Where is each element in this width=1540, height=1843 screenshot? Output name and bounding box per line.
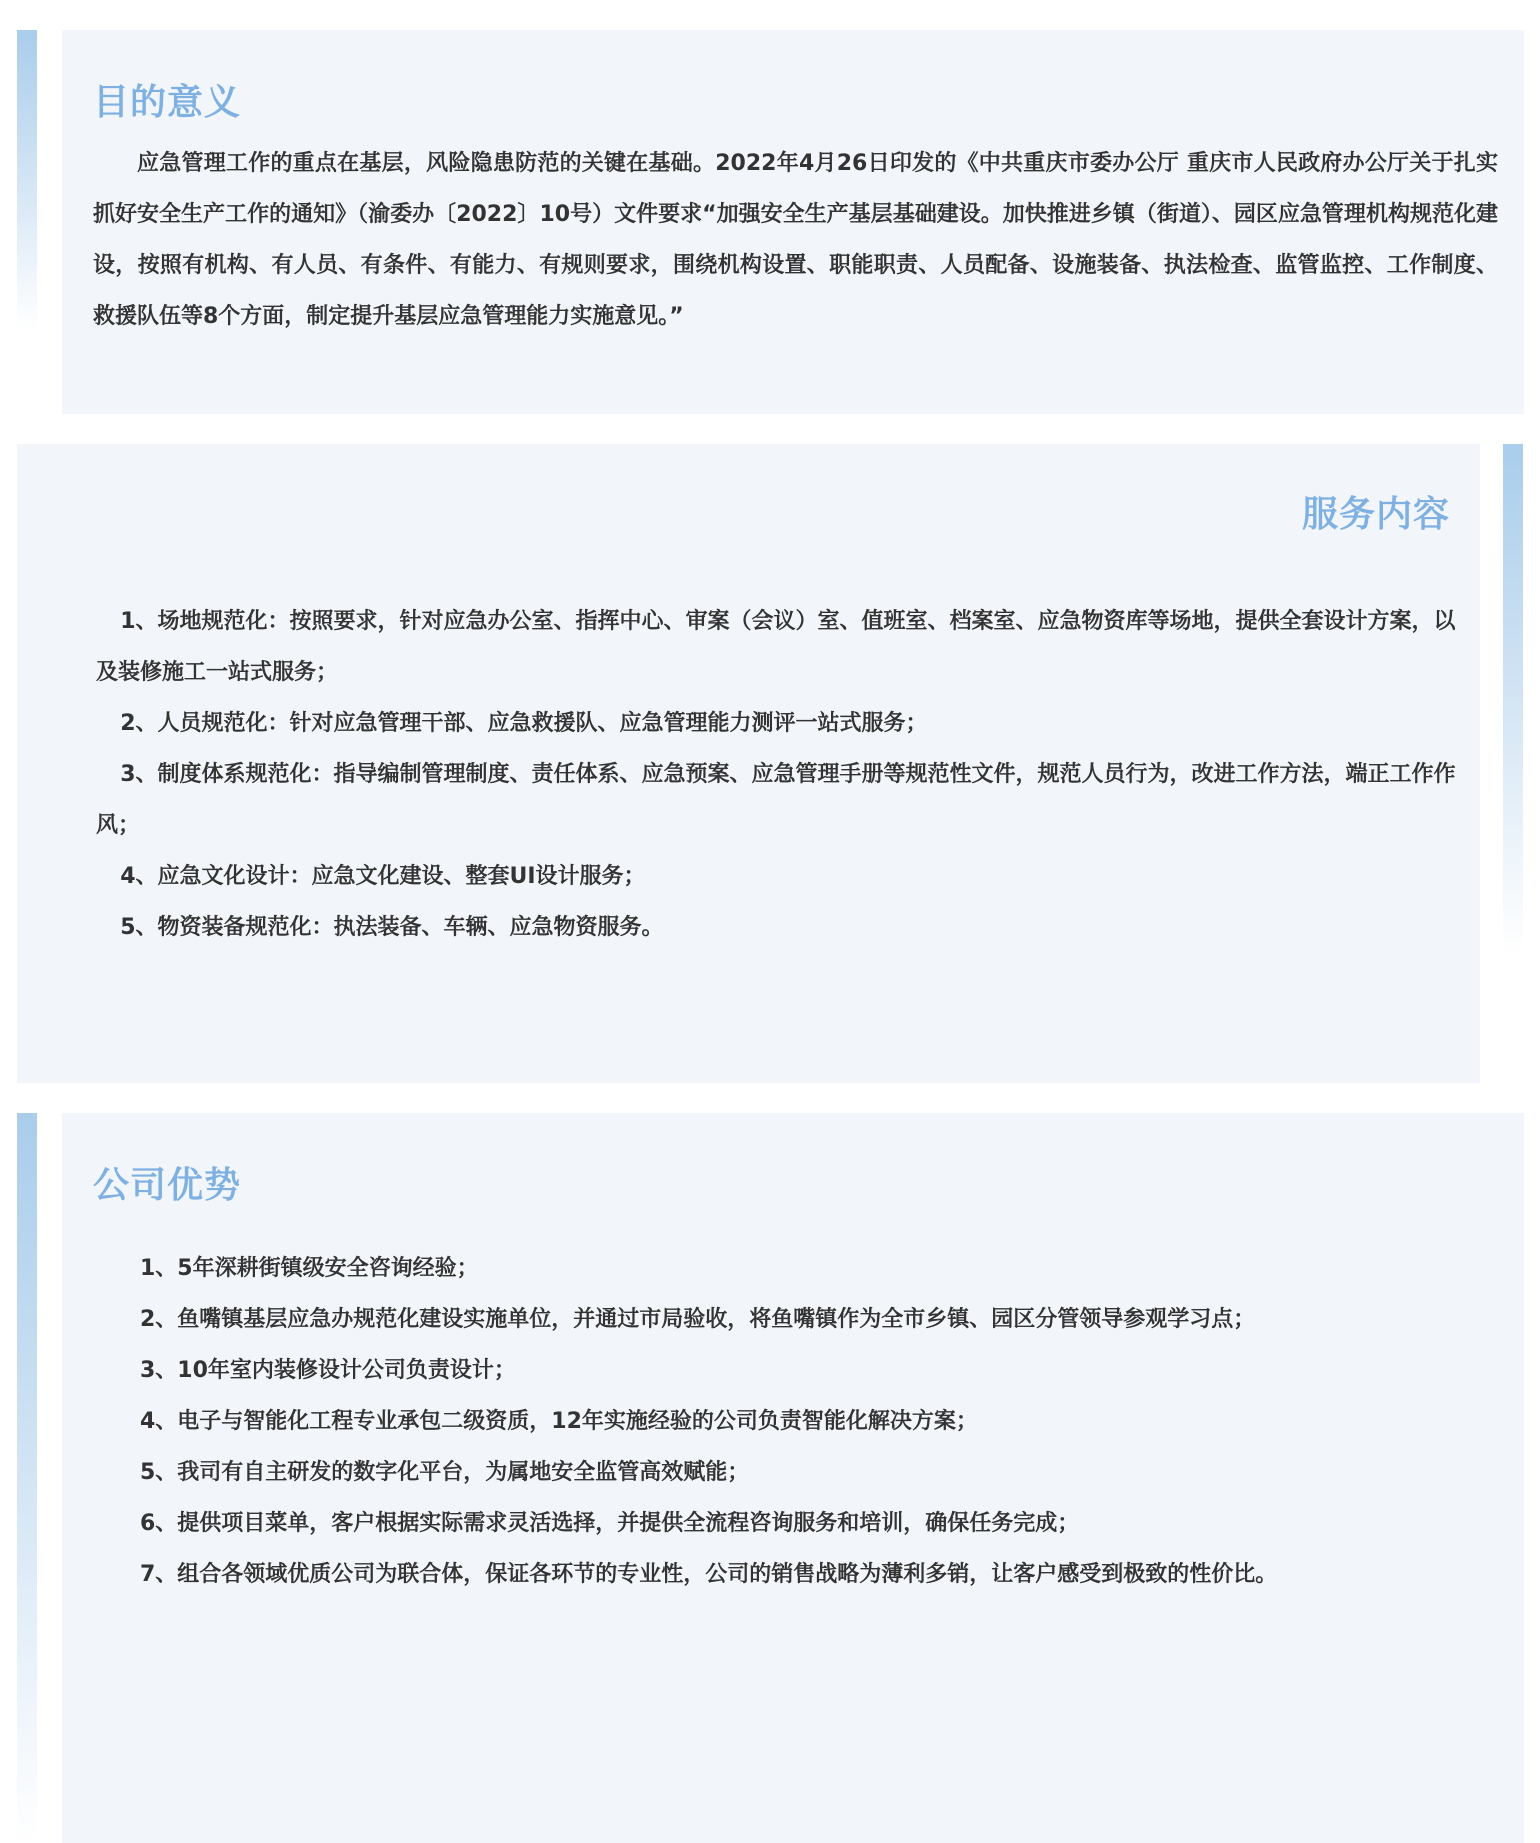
service-item: 2、人员规范化：针对应急管理干部、应急救援队、应急管理能力测评一站式服务；	[120, 711, 928, 736]
advantages-accent-bar	[17, 1113, 37, 1843]
services-card	[17, 444, 1480, 1083]
advantage-item: 4、电子与智能化工程专业承包二级资质，12年实施经验的公司负责智能化解决方案；	[140, 1409, 978, 1434]
purpose-body	[93, 138, 1498, 342]
advantage-item: 5、我司有自主研发的数字化平台，为属地安全监管高效赋能；	[140, 1460, 750, 1485]
purpose-accent-bar	[17, 30, 37, 330]
services-title: 服务内容	[1301, 494, 1450, 535]
service-item: 3、制度体系规范化：指导编制管理制度、责任体系、应急预案、应急管理手册等规范性文件，规范人员行为，改进工作方法，端正工作作风；	[96, 762, 1456, 838]
advantage-item: 1、5年深耕街镇级安全咨询经验；	[140, 1256, 479, 1281]
service-item: 4、应急文化设计：应急文化建设、整套UI设计服务；	[120, 864, 646, 889]
purpose-title: 目的意义	[93, 82, 242, 123]
service-item: 1、场地规范化：按照要求，针对应急办公室、指挥中心、审案（会议）室、值班室、档案室、应急物资库等场地，提供全套设计方案，以及装修施工一站式服务；	[96, 609, 1456, 685]
advantage-item: 3、10年室内装修设计公司负责设计；	[140, 1358, 516, 1383]
advantages-body	[140, 1243, 1277, 1600]
service-item: 5、物资装备规范化：执法装备、车辆、应急物资服务。	[120, 915, 664, 940]
purpose-paragraph: 应急管理工作的重点在基层，风险隐患防范的关键在基础。2022年4月26日印发的《中共重庆市委办公厅 重庆市人民政府办公厅关于扎实抓好安全生产工作的通知》（渝委办〔2022〕10号）文件要求“加强安全生产基层基础建设。加快推进乡镇（街道）、园区应急管理机构规范化建设，按照有机构、有人员、有条件、有能力、有规则要求，围绕机构设置、职能职责、人员配备、设施装备、执法检查、监管监控、工作制度、救援队伍等8个方面，制定提升基层应急管理能力实施意见。”	[93, 151, 1498, 329]
advantage-item: 7、组合各领域优质公司为联合体，保证各环节的专业性，公司的销售战略为薄利多销，让客户感受到极致的性价比。	[140, 1562, 1278, 1587]
purpose-card	[62, 30, 1524, 414]
advantage-item: 2、鱼嘴镇基层应急办规范化建设实施单位，并通过市局验收，将鱼嘴镇作为全市乡镇、园区分管领导参观学习点；	[140, 1307, 1256, 1332]
services-accent-bar	[1503, 444, 1523, 954]
advantage-item: 6、提供项目菜单，客户根据实际需求灵活选择，并提供全流程咨询服务和培训，确保任务完成；	[140, 1511, 1080, 1536]
services-body	[96, 596, 1466, 953]
advantages-title: 公司优势	[93, 1165, 242, 1206]
advantages-card	[62, 1113, 1524, 1843]
